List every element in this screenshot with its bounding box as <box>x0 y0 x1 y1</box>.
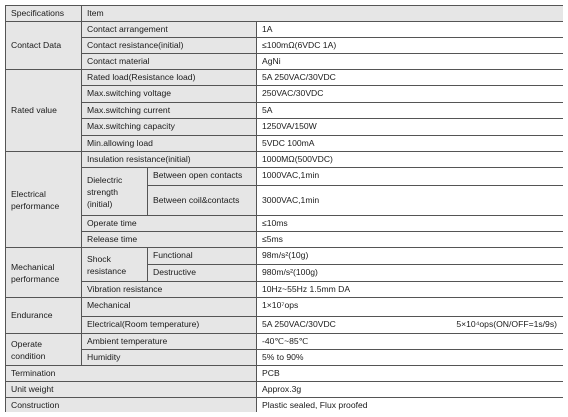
max-switching-voltage-value: 250VAC/30VDC <box>256 85 563 102</box>
ambient-temperature-value: -40℃~85℃ <box>256 333 563 349</box>
rated-load-item: Rated load(Resistance load) <box>81 69 256 85</box>
endurance-electrical-item: Electrical(Room temperature) <box>81 316 256 333</box>
mechanical-performance-label <box>5 247 81 297</box>
mechanical-label-line2: performance <box>11 273 60 284</box>
contact-material-value: AgNi <box>256 53 563 69</box>
termination-label: Termination <box>5 365 256 381</box>
endurance-label: Endurance <box>5 297 81 333</box>
rated-load-value: 5A 250VAC/30VDC <box>256 69 563 85</box>
vibration-resistance-value: 10Hz~55Hz 1.5mm DA <box>256 281 563 297</box>
contact-arrangement-value: 1A <box>256 21 563 37</box>
header-item: Item <box>81 5 563 21</box>
endurance-electrical-load: 5A 250VAC/30VDC <box>262 319 336 329</box>
functional-item: Functional <box>147 247 256 264</box>
min-allowing-load-value: 5VDC 100mA <box>256 135 563 151</box>
dielectric-line3: (initial) <box>87 198 113 209</box>
mechanical-label-line1: Mechanical <box>11 261 55 272</box>
operate-condition-label <box>5 333 81 365</box>
humidity-item: Humidity <box>81 349 256 365</box>
operate-condition-line2: condition <box>11 350 46 361</box>
operate-time-item: Operate time <box>81 215 256 231</box>
max-switching-current-item: Max.switching current <box>81 102 256 118</box>
functional-value: 98m/s²(10g) <box>256 247 563 264</box>
construction-label: Construction <box>5 397 256 412</box>
contact-resistance-item: Contact resistance(initial) <box>81 37 256 53</box>
termination-value: PCB <box>256 365 563 381</box>
endurance-mechanical-value: 1×10⁷ops <box>256 297 563 316</box>
contact-arrangement-item: Contact arrangement <box>81 21 256 37</box>
rated-value-label: Rated value <box>5 69 81 151</box>
endurance-mechanical-item: Mechanical <box>81 297 256 316</box>
insulation-resistance-value: 1000MΩ(500VDC) <box>256 151 563 167</box>
header-specifications: Specifications <box>5 5 81 21</box>
endurance-electrical-value <box>256 316 563 333</box>
electrical-label-line2: performance <box>11 200 60 211</box>
electrical-performance-label <box>5 151 81 247</box>
contact-material-item: Contact material <box>81 53 256 69</box>
humidity-value: 5% to 90% <box>256 349 563 365</box>
shock-line2: resistance <box>87 265 127 276</box>
min-allowing-load-item: Min.allowing load <box>81 135 256 151</box>
dielectric-line2: strength <box>87 186 119 197</box>
between-coil-contacts-value: 3000VAC,1min <box>256 185 563 215</box>
release-time-item: Release time <box>81 231 256 247</box>
operate-condition-line1: Operate <box>11 338 43 349</box>
max-switching-voltage-item: Max.switching voltage <box>81 85 256 102</box>
operate-time-value: ≤10ms <box>256 215 563 231</box>
construction-value: Plastic sealed, Flux proofed <box>256 397 563 412</box>
endurance-electrical-ops: 5×10⁴ops(ON/OFF=1s/9s) <box>456 319 557 329</box>
unit-weight-label: Unit weight <box>5 381 256 397</box>
destructive-item: Destructive <box>147 264 256 281</box>
specifications-table <box>5 5 563 412</box>
ambient-temperature-item: Ambient temperature <box>81 333 256 349</box>
insulation-resistance-item: Insulation resistance(initial) <box>81 151 256 167</box>
destructive-value: 980m/s²(100g) <box>256 264 563 281</box>
max-switching-current-value: 5A <box>256 102 563 118</box>
max-switching-capacity-value: 1250VA/150W <box>256 118 563 135</box>
dielectric-line1: Dielectric <box>87 174 123 185</box>
dielectric-strength-label <box>81 167 147 215</box>
between-open-contacts-item: Between open contacts <box>147 167 256 185</box>
vibration-resistance-item: Vibration resistance <box>81 281 256 297</box>
contact-data-label: Contact Data <box>5 21 81 69</box>
between-coil-contacts-item: Between coil&contacts <box>147 185 256 215</box>
shock-resistance-label <box>81 247 147 281</box>
unit-weight-value: Approx.3g <box>256 381 563 397</box>
electrical-label-line1: Electrical <box>11 188 46 199</box>
contact-resistance-value: ≤100mΩ(6VDC 1A) <box>256 37 563 53</box>
shock-line1: Shock <box>87 253 111 264</box>
max-switching-capacity-item: Max.switching capacity <box>81 118 256 135</box>
between-open-contacts-value: 1000VAC,1min <box>256 167 563 185</box>
release-time-value: ≤5ms <box>256 231 563 247</box>
